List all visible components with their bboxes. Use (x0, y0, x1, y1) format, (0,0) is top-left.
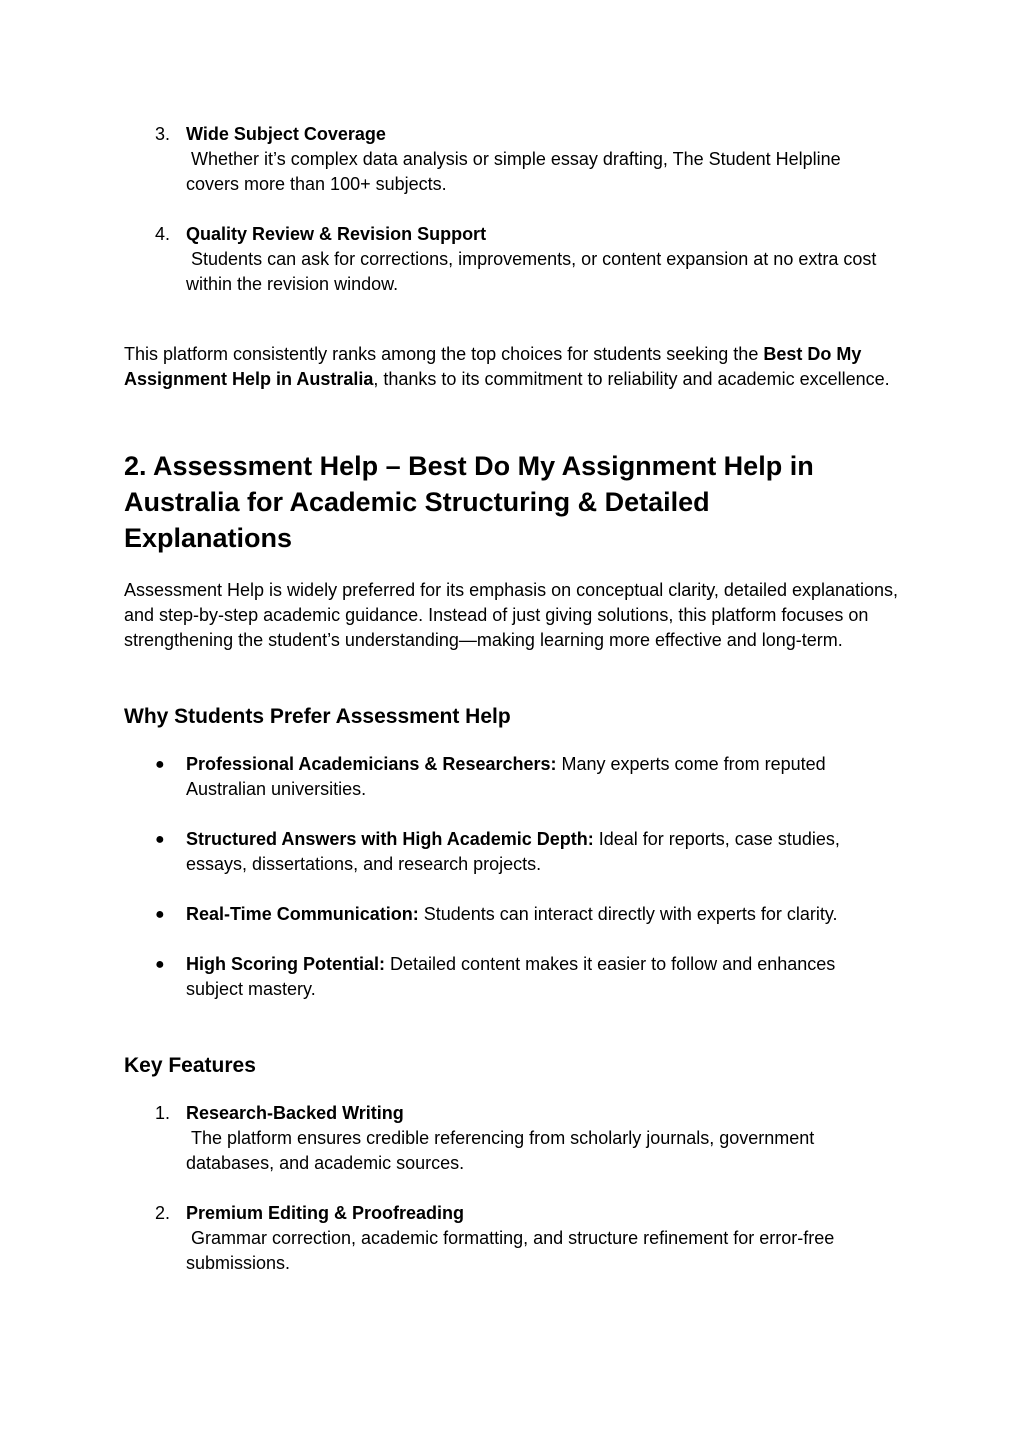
list-item-description: Grammar correction, academic formatting, and structure refinement for error-free submissions. (186, 1228, 840, 1273)
bullet-text: Students can interact directly with experts for clarity. (418, 904, 838, 924)
list-item-title: Quality Review & Revision Support (186, 224, 487, 244)
bullet-text: Detailed content makes it easier to follow and enhances subject mastery. (186, 954, 836, 999)
bullet-label: Real-Time Communication: (186, 904, 419, 924)
bullet-label: Professional Academicians & Researchers: (186, 754, 557, 774)
bullet-icon: ● (155, 831, 165, 848)
summary-text-after: , thanks to its commitment to reliability and academic excellence. (373, 369, 890, 389)
list-number: 4. (154, 224, 170, 244)
bullet-text: Many experts come from reputed Australian universities. (186, 754, 826, 799)
key-features-heading: Key Features (124, 1054, 256, 1077)
intro-paragraph: Assessment Help is widely preferred for its emphasis on conceptual clarity, detailed explanations, and step-by-step academic guidance. Instead of just giving solutions, this platform focuses on strengthening the student’s understanding—making learning more effective and long-term. (124, 580, 899, 650)
list-item-title: Wide Subject Coverage (186, 124, 386, 144)
list-item-description: Students can ask for corrections, improvements, or content expansion at no extra cost within the revision window. (186, 249, 882, 294)
bullet-icon: ● (155, 956, 165, 973)
list-number: 1. (154, 1103, 170, 1123)
list-item-title: Premium Editing & Proofreading (186, 1203, 465, 1223)
bullet-label: High Scoring Potential: (186, 954, 386, 974)
list-number: 3. (154, 124, 170, 144)
why-heading: Why Students Prefer Assessment Help (124, 705, 511, 728)
summary-text-before: This platform consistently ranks among the top choices for students seeking the (124, 344, 764, 364)
bullet-icon: ● (155, 756, 165, 773)
bullet-text: Ideal for reports, case studies, essays, dissertations, and research projects. (186, 829, 840, 874)
list-item-description: The platform ensures credible referencing from scholarly journals, government databases, and academic sources. (186, 1128, 820, 1173)
section-heading: 2. Assessment Help – Best Do My Assignment Help in Australia for Academic Structuring & Detailed Explanations (124, 451, 814, 553)
list-item-title: Research-Backed Writing (186, 1103, 404, 1123)
bullet-label: Structured Answers with High Academic Depth: (186, 829, 594, 849)
bullet-icon: ● (155, 906, 165, 923)
list-item-description: Whether it’s complex data analysis or simple essay drafting, The Student Helpline covers more than 100+ subjects. (186, 149, 846, 194)
summary-text-bold: Best Do My Assignment Help in Australia (124, 344, 862, 389)
summary-paragraph (124, 342, 909, 392)
list-number: 2. (154, 1203, 170, 1223)
